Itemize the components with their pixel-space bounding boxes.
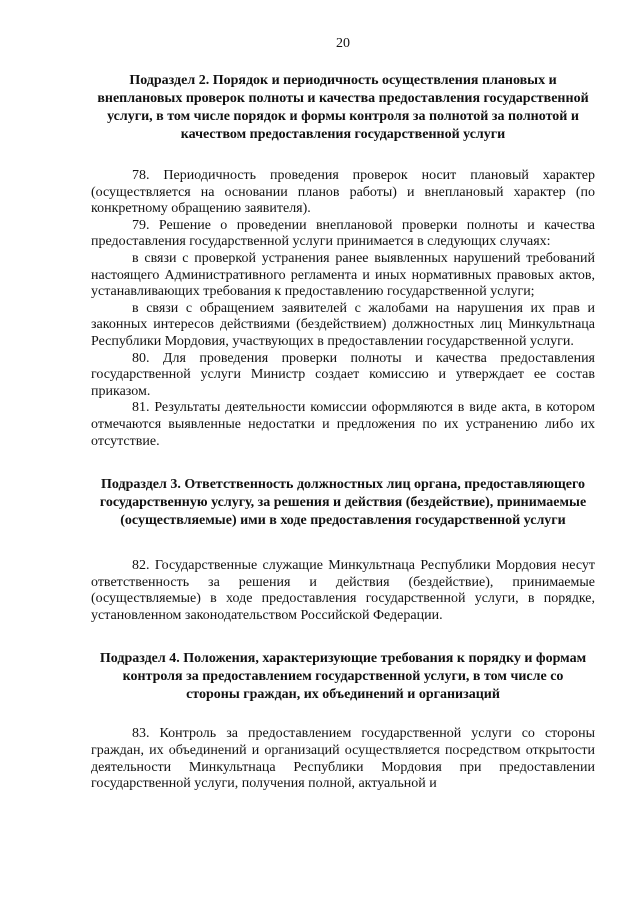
paragraph-80: 80. Для проведения проверки полноты и качества предоставления государственной услуги Министр создает комиссию и утверждает ее состав приказом. (91, 350, 595, 399)
page-number: 20 (336, 36, 350, 51)
paragraph-78: 78. Периодичность проведения проверок носит плановый характер (осуществляется на основании планов работы) и внеплановый характер (по конкретному обращению заявителя). (91, 168, 595, 217)
paragraph-79-case-1: в связи с проверкой устранения ранее выявленных нарушений требований настоящего Административного регламента и иных нормативных правовых актов, устанавливающих требования к предоставлению государственной услуги; (91, 250, 595, 300)
section-heading-3: Подраздел 3. Ответственность должностных лиц органа, предоставляющего государственную услугу, за решения и действия (бездействие), принимаемые (осуществляемые) ими в ходе предоставления государственной услуги (99, 477, 587, 529)
section-heading-2: Подраздел 2. Порядок и периодичность осуществления плановых и внеплановых проверок полноты и качества предоставления государственной услуги, в том числе порядок и формы контроля за полнотой за полнотой и качеством предоставления государственной услуги (97, 73, 589, 142)
paragraph-83: 83. Контроль за предоставлением государственной услуги со стороны граждан, их объединений и организаций осуществляется посредством открытости деятельности Минкультнаца Республики Мордовия при предоставлении государственной услуги, получения полной, актуальной и (91, 726, 595, 792)
paragraph-82: 82. Государственные служащие Минкультнаца Республики Мордовия несут ответственность за решения и действия (бездействие), принимаемые (осуществляемые) в ходе предоставления государственной услуги, в порядке, установленном законодательством Российской Федерации. (91, 558, 595, 623)
paragraph-79-case-2: в связи с обращением заявителей с жалобами на нарушения их прав и законных интересов действиями (бездействием) должностных лиц Минкультнаца Республики Мордовия, участвующих в предоставлении государственной услуги. (91, 300, 595, 349)
paragraph-79: 79. Решение о проведении внеплановой проверки полноты и качества предоставления государственной услуги принимается в следующих случаях: (91, 217, 595, 250)
paragraph-81: 81. Результаты деятельности комиссии оформляются в виде акта, в котором отмечаются выявленные недостатки и предложения по их устранению либо их отсутствие. (91, 400, 595, 449)
section-heading-4: Подраздел 4. Положения, характеризующие требования к порядку и формам контроля за предоставлением государственной услуги, в том числе со стороны граждан, их объединений и организаций (99, 651, 587, 703)
